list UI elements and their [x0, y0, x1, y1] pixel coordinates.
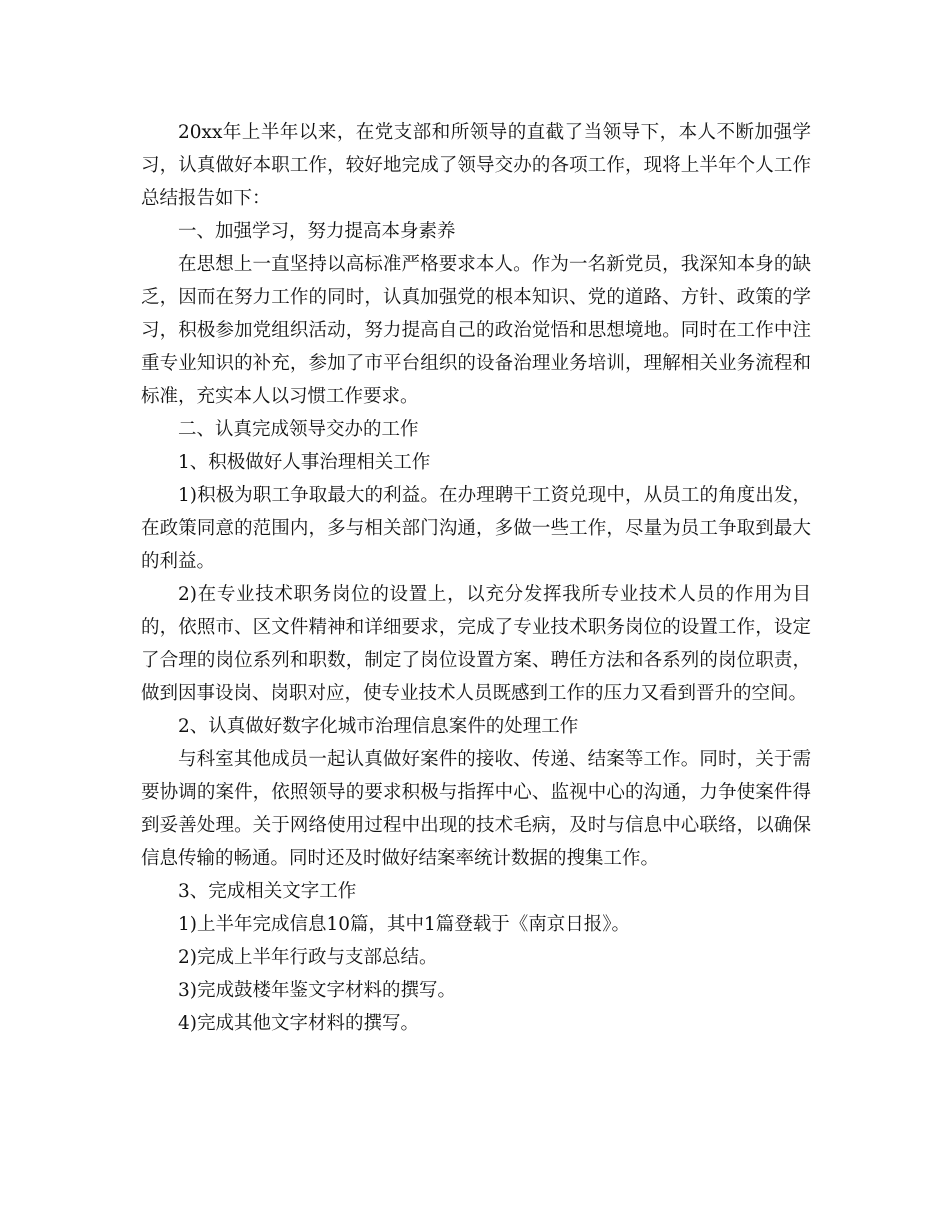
study-paragraph: 在思想上一直坚持以高标准严格要求本人。作为一名新党员，我深知本身的缺乏，因而在努力工作的同时，认真加强党的根本知识、党的道路、方针、政策的学习，积极参加党组织活动，努力提高自己的政治觉悟和思想境地。同时在工作中注重专业知识的补充，参加了市平台组织的设备治理业务培训，理解相关业务流程和标准，充实本人以习惯工作要求。	[141, 254, 811, 407]
writing-item-2: 2)完成上半年行政与支部总结。	[178, 947, 438, 968]
digital-city-paragraph: 与科室其他成员一起认真做好案件的接收、传递、结案等工作。同时，关于需要协调的案件，依照领导的要求积极与指挥中心、监视中心的沟通，力争使案件得到妥善处理。关于网络使用过程中出现的技术毛病，及时与信息中心联络，以确保信息传输的畅通。同时还及时做好结案率统计数据的搜集工作。	[141, 749, 811, 869]
subheading-writing: 3、完成相关文字工作	[178, 881, 357, 902]
writing-item-3: 3)完成鼓楼年鉴文字材料的撰写。	[178, 980, 456, 1001]
document-body	[141, 116, 811, 1040]
section-heading-1: 一、加强学习，努力提高本身素养	[178, 221, 456, 242]
hr-item-2: 2)在专业技术职务岗位的设置上，以充分发挥我所专业技术人员的作用为目的，依照市、区文件精神和详细要求，完成了专业技术职务岗位的设置工作，设定了合理的岗位系列和职数，制定了岗位设置方案、聘任方法和各系列的岗位职责，做到因事设岗、岗职对应，使专业技术人员既感到工作的压力又看到晋升的空间。	[141, 584, 811, 704]
hr-item-1: 1)积极为职工争取最大的利益。在办理聘干工资兑现中，从员工的角度出发，在政策同意的范围内，多与相关部门沟通，多做一些工作，尽量为员工争取到最大的利益。	[141, 485, 811, 572]
subheading-hr-work: 1、积极做好人事治理相关工作	[178, 452, 431, 473]
writing-item-4: 4)完成其他文字材料的撰写。	[178, 1013, 419, 1034]
section-heading-2: 二、认真完成领导交办的工作	[178, 419, 419, 440]
subheading-digital-city: 2、认真做好数字化城市治理信息案件的处理工作	[178, 716, 579, 737]
writing-item-1: 1)上半年完成信息10篇，其中1篇登载于《南京日报》。	[178, 914, 631, 935]
intro-paragraph: 20xx年上半年以来，在党支部和所领导的直截了当领导下，本人不断加强学习，认真做好本职工作，较好地完成了领导交办的各项工作，现将上半年个人工作总结报告如下：	[141, 122, 811, 209]
